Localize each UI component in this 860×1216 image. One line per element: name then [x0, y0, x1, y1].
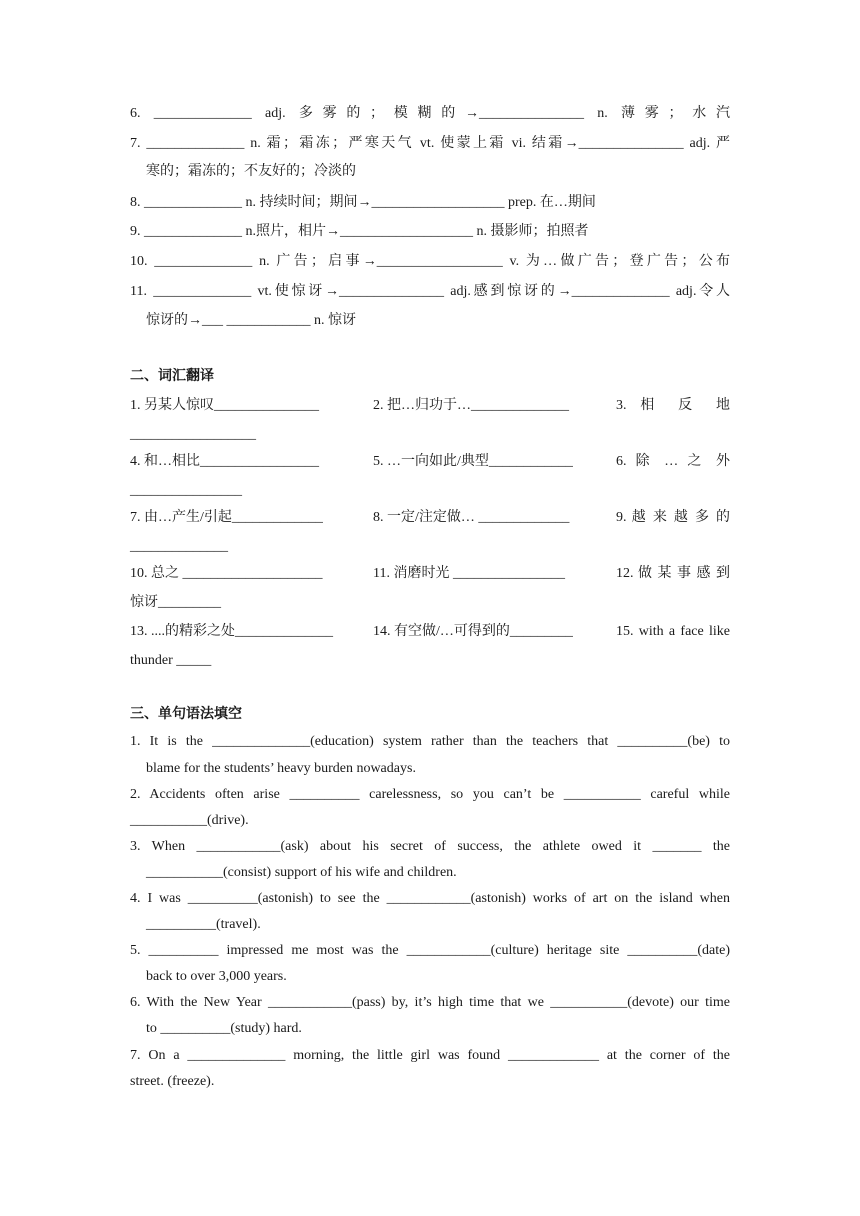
grammar-item-7: 7. On a ______________ morning, the little girl was found _____________ at the corner of the	[130, 1048, 730, 1063]
vocab-item-6-blank: ________________	[130, 483, 242, 498]
word-form-item-7: 7. ______________ n. 霜；霜冻；严寒天气 vt. 使蒙上霜 vi. 结霜→_______________ adj. 严	[130, 136, 730, 151]
grammar-item-1-cont: blame for the students’ heavy burden nowadays.	[146, 761, 416, 776]
vocab-item-14: 14. 有空做/…可得到的_________	[373, 624, 573, 639]
section-heading-vocabulary: 二、词汇翻译	[130, 369, 214, 384]
word-form-item-11: 11. ______________ vt.使惊讶→_______________ adj.感到惊讶的→______________ adj.令人	[130, 284, 730, 299]
word-form-item-9: 9. ______________ n.照片，相片→___________________ n. 摄影师；拍照者	[130, 224, 589, 239]
grammar-item-2-cont: ___________(drive).	[130, 813, 249, 828]
vocab-item-2: 2. 把…归功于…______________	[373, 398, 569, 413]
vocab-item-10: 10. 总之 ____________________	[130, 566, 323, 581]
grammar-item-5: 5. __________ impressed me most was the ____________(culture) heritage site __________(date)	[130, 943, 730, 958]
vocab-item-5: 5. …一向如此/典型____________	[373, 454, 573, 469]
vocab-item-13: 13. ....的精彩之处______________	[130, 624, 333, 639]
vocab-item-6: 6. 除 … 之 外	[616, 454, 730, 469]
vocab-item-8: 8. 一定/注定做… _____________	[373, 510, 570, 525]
vocab-item-15-cont: thunder _____	[130, 653, 212, 668]
word-form-item-10: 10. ______________ n. 广告；启事→__________________ v. 为…做广告；登广告；公布	[130, 254, 730, 269]
grammar-item-1: 1. It is the ______________(education) system rather than the teachers that __________(be) to	[130, 734, 730, 749]
grammar-item-7-cont: street. (freeze).	[130, 1074, 215, 1089]
grammar-item-6: 6. With the New Year ____________(pass) by, it’s high time that we ___________(devote) our time	[130, 995, 730, 1010]
grammar-item-4: 4. I was __________(astonish) to see the ____________(astonish) works of art on the island when	[130, 891, 730, 906]
grammar-item-2: 2. Accidents often arise __________ carelessness, so you can’t be ___________ careful while	[130, 787, 730, 802]
vocab-item-15: 15. with a face like	[616, 624, 730, 639]
grammar-item-4-cont: __________(travel).	[146, 917, 261, 932]
grammar-item-3: 3. When ____________(ask) about his secret of success, the athlete owed it _______ the	[130, 839, 730, 854]
grammar-item-3-cont: ___________(consist) support of his wife and children.	[146, 865, 457, 880]
grammar-item-6-cont: to __________(study) hard.	[146, 1021, 302, 1036]
vocab-item-11: 11. 消磨时光 ________________	[373, 566, 565, 581]
word-form-item-6: 6. ______________ adj. 多雾的；模糊的→_______________ n. 薄雾；水汽	[130, 106, 730, 121]
vocab-item-12: 12. 做 某 事 感 到	[616, 566, 730, 581]
grammar-item-5-cont: back to over 3,000 years.	[146, 969, 287, 984]
vocab-item-9-blank: ______________	[130, 539, 228, 554]
word-form-item-8: 8. ______________ n. 持续时间；期间→___________________ prep. 在…期间	[130, 195, 596, 210]
vocab-item-3-blank: __________________	[130, 427, 256, 442]
vocab-item-12-blank: 惊讶_________	[130, 595, 221, 610]
vocab-item-7: 7. 由…产生/引起_____________	[130, 510, 323, 525]
vocab-item-3: 3. 相 反 地	[616, 398, 730, 413]
vocab-item-9: 9. 越 来 越 多 的	[616, 510, 730, 525]
vocab-item-1: 1. 另某人惊叹_______________	[130, 398, 319, 413]
word-form-item-11-cont: 惊讶的→___ ____________ n. 惊讶	[146, 313, 356, 328]
word-form-item-7-cont: 寒的；霜冻的；不友好的；冷淡的	[146, 164, 356, 179]
vocab-item-4: 4. 和…相比_________________	[130, 454, 319, 469]
section-heading-grammar: 三、单句语法填空	[130, 707, 242, 722]
